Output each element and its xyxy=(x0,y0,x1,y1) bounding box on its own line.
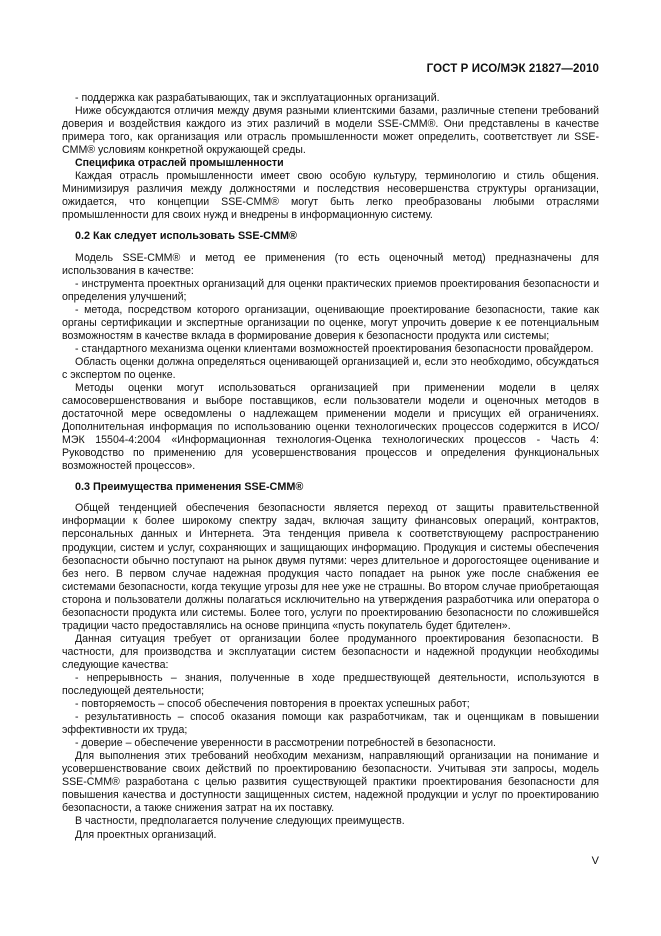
page-number: V xyxy=(591,855,599,867)
paragraph: Данная ситуация требует от организации более продуманного проектирования безопасности. В частности, для производства и эксплуатации систем безопасности и надежной продукции необходимы следующие качества: xyxy=(62,632,599,671)
list-item: - результативность – способ оказания помощи как разработчикам, так и оценщикам в повышении эффективности их труда; xyxy=(62,711,599,737)
paragraph: - поддержка как разрабатывающих, так и эксплуатационных организаций. xyxy=(75,92,440,104)
subheading-industry-specifics: Специфика отраслей промышленности xyxy=(75,157,284,170)
list-item: - стандартного механизма оценки клиентами возможностей проектирования безопасности провайдером. xyxy=(75,342,594,355)
list-item: - непрерывность – знания, полученные в ходе предшествующей деятельности, используются в последующей деятельности; xyxy=(62,671,599,698)
paragraph: Для выполнения этих требований необходим механизм, направляющий организации на понимание и усовершенствование своих действий по проектированию безопасности. Учитывая эти запросы, модель SSE-CMM® разработана с целью развития существующей практики проектирования безопасности для повышения качества и доступности защищенных систем, надежной продукции и услуг по проектированию безопасности, а также снижения затрат на их поставку. xyxy=(62,750,599,815)
paragraph: Область оценки должна определяться оценивающей организацией и, если это необходимо, обсуждаться с экспертом по оценке. xyxy=(62,355,599,381)
paragraph: Ниже обсуждаются отличия между двумя разными клиентскими базами, различные степени требований доверия и воздействия каждого из этих различий в модели SSE-CMM®. Они представлены в качестве примера того, как организация или отрасль промышленности может определить, соответствует ли SSE-CMM® условиям конкретной окружающей среды. xyxy=(62,105,599,157)
list-item: - метода, посредством которого организации, оценивающие проектирование безопасности, такие как органы сертификации и экспертные организации по оценке, могут упрочить доверие к ее потенциальным возможностям в качестве вклада в формирование доверия к безопасности продукта или системы; xyxy=(62,303,599,342)
paragraph: Каждая отрасль промышленности имеет свою особую культуру, терминологию и стиль общения. Минимизируя различия между должностями и последствия несовершенства структуры организации, ожидается, что концепции SSE-CMM® могут быть легко преобразованы любыми отраслями промышленности для своих нужд и внедрены в информационную систему. xyxy=(62,170,599,222)
paragraph: Методы оценки могут использоваться организацией при применении модели в целях самосовершенствования и выборе поставщиков, если пользователи модели и оценочных методов в достаточной мере осведомлены о надлежащем применении модели и присущих ей ограничениях. Дополнительная информация по использованию оценки технологических процессов содержится в ИСО/МЭК 15504-4:2004 «Информационная технология-Оценка технологических процессов - Часть 4: Руководство по применению для усовершенствования процессов и определения функциональных возможностей процессов». xyxy=(62,381,599,473)
section-heading-0-2: 0.2 Как следует использовать SSE-CMM® xyxy=(75,230,297,243)
paragraph: В частности, предполагается получение следующих преимуществ. xyxy=(75,815,405,828)
document-header: ГОСТ Р ИСО/МЭК 21827—2010 xyxy=(426,63,599,75)
paragraph: Общей тенденцией обеспечения безопасности является переход от защиты правительственной информации к более широкому спектру задач, включая защиту финансовых операций, контрактов, персональных данных и Интернета. Эта тенденция привела к соответствующему распространению продукции, систем и услуг, сохраняющих и защищающих информацию. Продукция и системы обеспечения безопасности обычно поступают на рынок двумя путями: через длительное и дорогостоящее оценивание и без него. В первом случае надежная продукция часто попадает на рынок уже после снабжения ее системами безопасности, когда текущие угрозы для нее уже не страшны. Во втором случае приобретающая сторона и пользователи должны полагаться исключительно на утверждения разработчика или оператора о безопасности продукта или системы. Более того, услуги по проектированию безопасности по сложившейся традиции часто предоставлялись на основе принципа «пусть покупатель будет бдителен». xyxy=(62,502,599,632)
paragraph: Модель SSE-CMM® и метод ее применения (то есть оценочный метод) предназначены для использования в качестве: xyxy=(62,251,599,277)
paragraph: Для проектных организаций. xyxy=(75,828,217,841)
list-item: - инструмента проектных организаций для оценки практических приемов проектирования безопасности и определения улучшений; xyxy=(62,277,599,303)
section-heading-0-3: 0.3 Преимущества применения SSE-CMM® xyxy=(75,481,304,494)
list-item: - доверие – обеспечение уверенности в рассмотрении потребностей в безопасности. xyxy=(75,737,496,750)
list-item: - повторяемость – способ обеспечения повторения в проектах успешных работ; xyxy=(75,698,470,711)
document-body xyxy=(62,92,599,842)
